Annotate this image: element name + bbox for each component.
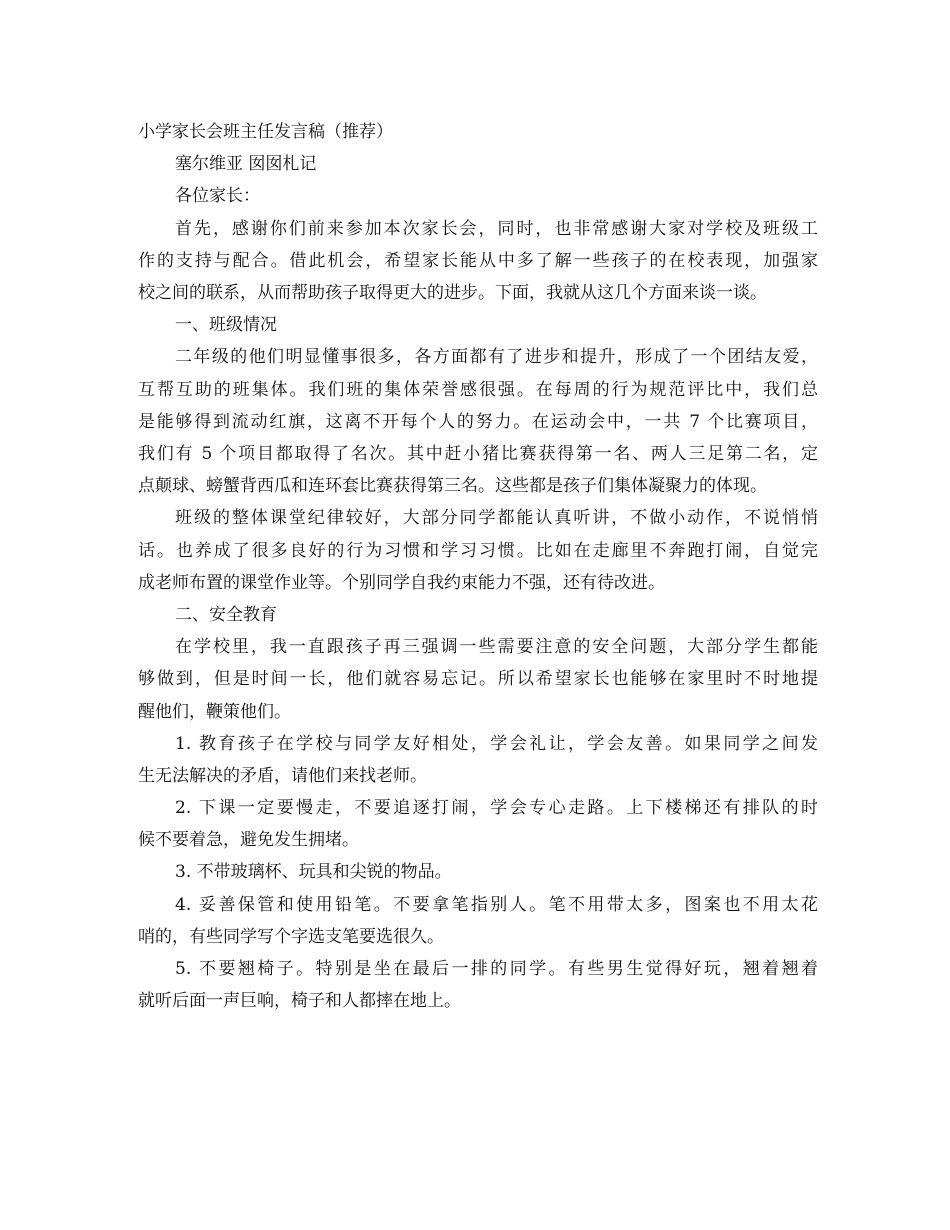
body-line: 班级的整体课堂纪律较好，大部分同学都能认真听讲，不做小动作，不说悄悄 bbox=[175, 508, 818, 529]
body-line: 作的支持与配合。借此机会，希望家长能从中多了解一些孩子的在校表现，加强家 bbox=[138, 250, 818, 271]
body-line: 够做到，但是时间一长，他们就容易忘记。所以希望家长也能够在家里时不时地提 bbox=[138, 669, 818, 690]
document-body bbox=[138, 180, 818, 1017]
body-line: 是能够得到流动红旗，这离不开每个人的努力。在运动会中，一共 7 个比赛项目， bbox=[138, 411, 818, 432]
body-line: 点颠球、螃蟹背西瓜和连环套比赛获得第三名。这些都是孩子们集体凝聚力的体现。 bbox=[138, 476, 767, 497]
body-line: 1. 教育孩子在学校与同学友好相处，学会礼让，学会友善。如果同学之间发 bbox=[175, 733, 818, 754]
body-line: 一、班级情况 bbox=[175, 315, 277, 336]
body-line: 校之间的联系，从而帮助孩子取得更大的进步。下面，我就从这几个方面来谈一谈。 bbox=[138, 282, 767, 303]
body-line: 话。也养成了很多良好的行为习惯和学习习惯。比如在走廊里不奔跑打闹，自觉完 bbox=[138, 540, 818, 561]
body-line: 5. 不要翘椅子。特别是坐在最后一排的同学。有些男生觉得好玩，翘着翘着 bbox=[175, 959, 818, 980]
body-line: 二、安全教育 bbox=[175, 604, 277, 625]
document-author: 塞尔维亚 囡囡札记 bbox=[175, 154, 317, 175]
body-line: 醒他们，鞭策他们。 bbox=[138, 701, 291, 722]
body-line: 哨的，有些同学写个字选支笔要选很久。 bbox=[138, 926, 444, 947]
body-line: 各位家长： bbox=[175, 186, 260, 207]
body-line: 就听后面一声巨响，椅子和人都摔在地上。 bbox=[138, 991, 461, 1012]
body-line: 互帮互助的班集体。我们班的集体荣誉感很强。在每周的行为规范评比中，我们总 bbox=[138, 379, 818, 400]
body-line: 二年级的他们明显懂事很多，各方面都有了进步和提升，形成了一个团结友爱， bbox=[175, 347, 818, 368]
body-line: 首先，感谢你们前来参加本次家长会，同时，也非常感谢大家对学校及班级工 bbox=[175, 218, 818, 239]
body-line: 2. 下课一定要慢走，不要追逐打闹，学会专心走路。上下楼梯还有排队的时 bbox=[175, 798, 818, 819]
body-line: 4. 妥善保管和使用铅笔。不要拿笔指别人。笔不用带太多，图案也不用太花 bbox=[175, 894, 818, 915]
body-line: 我们有 5 个项目都取得了名次。其中赶小猪比赛获得第一名、两人三足第二名，定 bbox=[138, 443, 818, 464]
body-line: 3. 不带玻璃杯、玩具和尖锐的物品。 bbox=[175, 862, 452, 883]
body-line: 在学校里，我一直跟孩子再三强调一些需要注意的安全问题，大部分学生都能 bbox=[175, 637, 818, 658]
document-title: 小学家长会班主任发言稿（推荐） bbox=[138, 122, 393, 142]
document-page bbox=[138, 116, 818, 1017]
body-line: 生无法解决的矛盾，请他们来找老师。 bbox=[138, 765, 427, 786]
body-line: 成老师布置的课堂作业等。个别同学自我约束能力不强，还有待改进。 bbox=[138, 572, 665, 593]
body-line: 候不要着急，避免发生拥堵。 bbox=[138, 830, 359, 851]
